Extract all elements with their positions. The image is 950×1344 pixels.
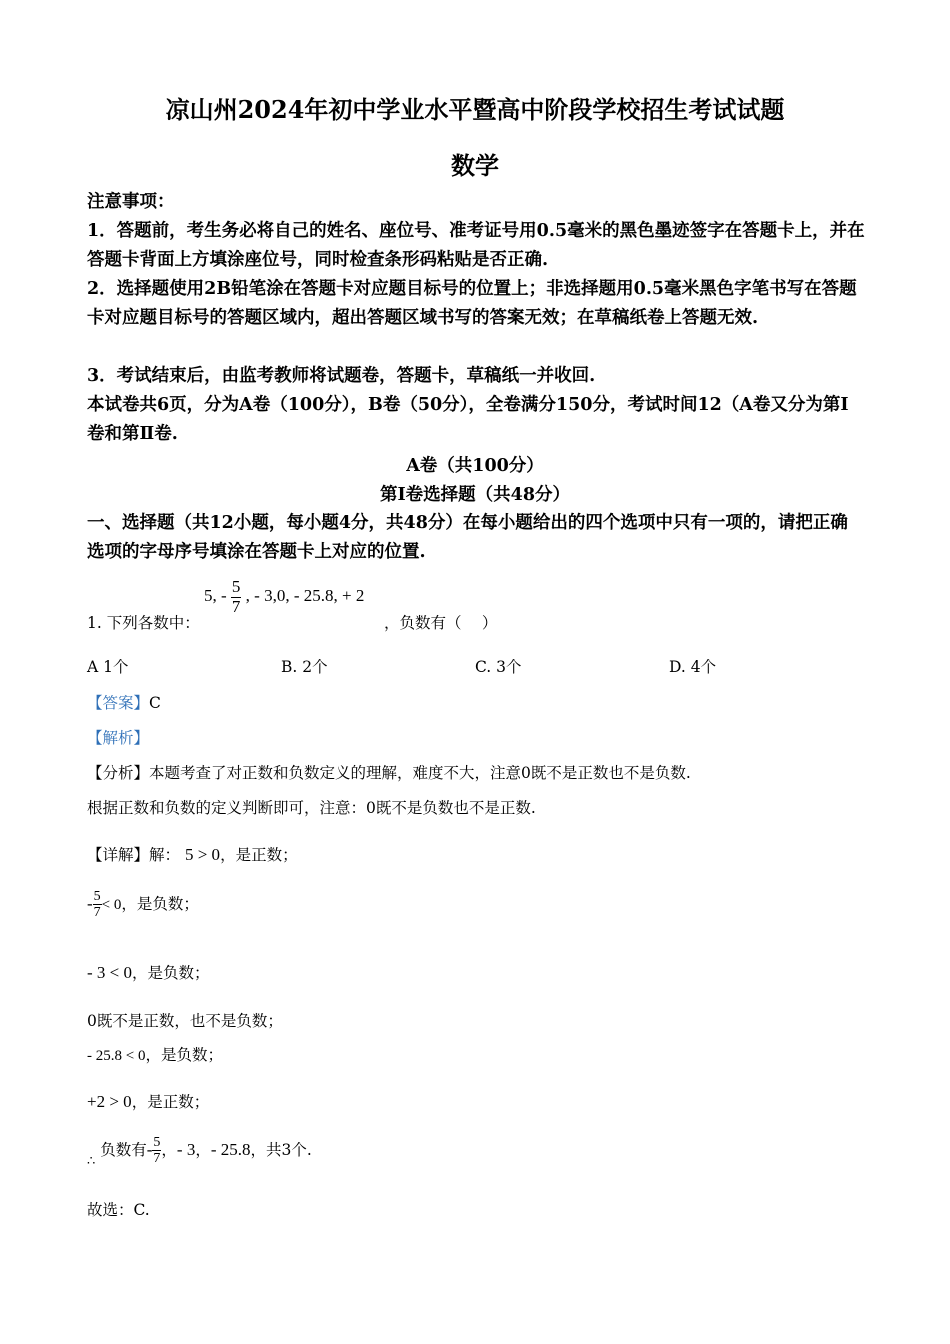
fraction-five-sevenths [93, 889, 102, 921]
answer-label: 【答案】 [87, 694, 150, 712]
part-1-heading: 第Ⅰ卷选择题（共48分） [379, 485, 571, 505]
detail-line-4: 0既不是正数，也不是负数； [87, 1012, 283, 1030]
detail-line-3 [87, 961, 210, 983]
math-5-gt-0: 5 > 0 [184, 845, 221, 864]
answer-line [87, 691, 161, 713]
notice-item-1: 1．答题前，考生务必将自己的姓名、座位号、准考证号用0.5毫米的黑色墨迹签字在答题卡上，并在答题卡背面上方填涂座位号，同时检查条形码粘贴是否正确. [87, 221, 865, 270]
detail-s1-text: ，是正数； [220, 846, 298, 864]
section-1-intro: 一、选择题（共12小题，每小题4分，共48分）在每小题给出的四个选项中只有一项的，请把正确选项的字母序号填涂在答题卡上对应的位置. [87, 513, 848, 562]
math-neg3: - 3 [176, 1139, 196, 1159]
analysis-label: 【解析】 [87, 729, 150, 747]
conclusion-end: ，共3个. [250, 1140, 312, 1159]
option-d: D. 4个 [669, 658, 717, 676]
notice-item-3: 3．考试结束后，由监考教师将试题卷，答题卡，草稿纸一并收回. [87, 366, 596, 386]
detail-line-1 [87, 843, 298, 865]
detail-s3-text: ，是负数； [132, 964, 210, 982]
frac-numerator: 5 [153, 1135, 161, 1150]
question-1-prefix: 1. 下列各数中： [87, 614, 200, 632]
math-neg25-8: - 25.8 [210, 1139, 251, 1159]
analysis-text: 本题考查了对正数和负数定义的理解，难度不大，注意0既不是正数也不是负数. [149, 764, 691, 782]
exam-info: 本试卷共6页，分为A卷（100分），B卷（50分），全卷满分150分，考试时间12（A卷又分为第Ⅰ卷和第Ⅱ卷. [87, 395, 849, 444]
minus-sign: - [146, 1139, 153, 1159]
math-neg25-8-lt-0: - 25.8 < 0 [87, 1048, 146, 1064]
detail-s6-text: ，是正数； [131, 1093, 210, 1111]
frac-denominator: 7 [153, 1151, 161, 1167]
option-c: C. 3个 [475, 658, 522, 676]
question-1-number-list [204, 578, 364, 616]
analysis-line-2: 根据正数和负数的定义判断即可，注意：0既不是负数也不是正数. [87, 799, 536, 817]
subject-title: 数学 [451, 151, 499, 180]
detail-line-2 [87, 889, 199, 921]
detail-conclusion [87, 1135, 312, 1169]
detail-intro: 解： [149, 846, 181, 864]
analysis-sub-label: 【分析】 [87, 764, 150, 782]
frac-numerator: 5 [231, 577, 241, 596]
question-1-suffix: ，负数有（ ） [384, 614, 498, 632]
option-a: A 1个 [87, 658, 129, 676]
fraction-five-sevenths [231, 578, 242, 616]
frac-denominator: 7 [231, 596, 241, 616]
detail-s5-text: ，是负数； [145, 1046, 223, 1064]
list-start: 5, - [204, 586, 227, 606]
frac-numerator: 5 [93, 889, 101, 904]
notice-item-2: 2．选择题使用2B铅笔涂在答题卡对应题目标号的位置上；非选择题用0.5毫米黑色字笔书写在答题卡对应题目标号的答题区域内，超出答题区域书写的答案无效；在草稿纸卷上答题无效. [87, 279, 857, 328]
detail-label: 【详解】 [87, 846, 150, 864]
analysis-line-1 [87, 761, 691, 783]
frac-denominator: 7 [93, 905, 101, 921]
detail-line-5 [87, 1043, 223, 1065]
math-plus2-gt-0: +2 > 0 [87, 1092, 132, 1111]
separator: ， [161, 1140, 177, 1159]
list-rest: , - 3,0, - 25.8, + 2 [245, 586, 365, 606]
math-lt-0: < 0 [101, 896, 122, 913]
conclusion-text: 负数有 [100, 1140, 147, 1159]
separator: ， [195, 1140, 211, 1159]
section-a-heading: A卷（共100分） [406, 456, 544, 476]
detail-s2-text: ，是负数； [121, 894, 199, 913]
minus-sign: - [87, 893, 93, 913]
notice-heading: 注意事项： [87, 192, 175, 212]
answer-value: C [149, 694, 161, 712]
choice-line: 故选：C. [87, 1201, 150, 1219]
exam-title: 凉山州2024年初中学业水平暨高中阶段学校招生考试试题 [165, 95, 785, 124]
therefore-symbol: ∴ [87, 1153, 96, 1169]
option-b: B. 2个 [281, 658, 328, 676]
detail-line-6 [87, 1090, 209, 1112]
math-neg3-lt-0: - 3 < 0 [87, 963, 132, 982]
